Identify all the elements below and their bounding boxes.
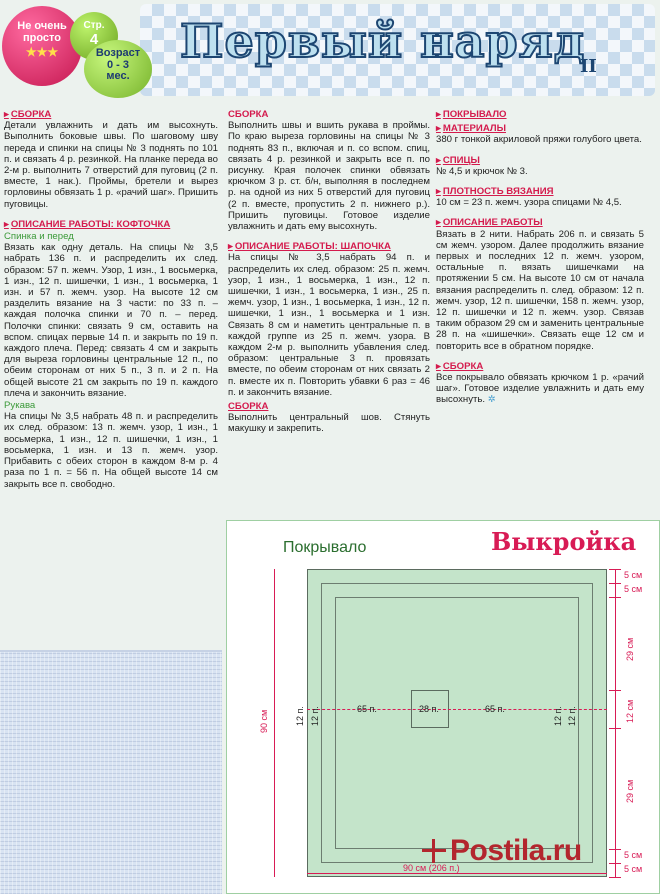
section-head-sborka-3: СБОРКА [228, 401, 269, 413]
knitted-fabric-photo [0, 650, 222, 894]
age-badge [84, 40, 152, 98]
spinka-text: Вязать как одну деталь. На спицы № 3,5 набрать 136 п. и распределить их след. образом: 57 п. жемч. Узор, 1 изн., 1 восьмерка, 1 изн., 12 п. шишечки, 1 изн., 1 восьмерка, 1 изн. и 57 п. жемч. узор. На высоте 12 см разделить вязание на 3 части: по 33 п. – каждая полочка спинки и 70 п. – перед. Полочки спинки: связать 9 см, оставить на вспом. спицах первые 14 п. и закрыть по 19 п. каждого плеча. Перед: связать 4 см и закрыть для выреза горловины центральные 12 п., по обеим сторонам от них 5 п., 3 п. и 2 п. На общей высоте 21 см закрыть по 19 п. каждого плеча и закончить вязание. [4, 242, 218, 399]
sborka-text: Детали увлажнить и дать им высохнуть. Выполнить боковые швы. По шаговому шву переда и спинки на спицы № 3 поднять по 101 п. и связать 4 р. резинкой. На планке переда во 2-м р. выполнить 7 отверстий для пуговиц (2 п. вместе, 1 нак.). Проймы, бретели и вырез горловины обвязать 1 р. «рачий шаг». Пришить пуговицы. [4, 120, 218, 210]
arrow-icon: ▸ [4, 218, 9, 230]
section-head-sborka-2: СБОРКА [228, 109, 269, 120]
label-12-right-2: 12 п. [567, 706, 577, 726]
sborka-2-text: Выполнить швы и вшить рукава в проймы. По краю выреза горловины на спицы № 3 поднять 83 п., включая и п. со вспом. спиц, связать 4 р. резинкой и закрыть все п. по рисунку. Края полочек спинки обвязать крючком 3 р. ст. б/н, выполняя в последнем р. на одной из них 5 отверстий для пуговиц (2 п. вместе, пропустить 2 п. нижнего р.). Пришить пуговицы. Готовое изделие увлажнить и дать ему высохнуть. [228, 120, 430, 233]
label-65-left: 65 п. [357, 704, 377, 714]
section-head-sborka-4: ▸ СБОРКА [436, 360, 484, 372]
arrow-icon: ▸ [436, 109, 441, 120]
section-head-opisanie-raboty: ▸ ОПИСАНИЕ РАБОТЫ [436, 217, 543, 229]
diagram-heading: Выкройка [491, 527, 637, 556]
section-head-spicy: ▸ СПИЦЫ [436, 154, 480, 166]
page-title-number: II [580, 56, 597, 77]
difficulty-label: Не очень просто [17, 20, 67, 44]
tick [609, 569, 621, 570]
section-head-plotnost: ▸ ПЛОТНОСТЬ ВЯЗАНИЯ [436, 186, 554, 198]
right-label-5cm-2: 5 см [624, 584, 643, 594]
shapochka-text: На спицы № 3,5 набрать 94 п. и распределить их след. образом: 25 п. жемч. узор, 1 изн., 1 восьмерка, 1 изн., 12 п. шишечки, 1 изн., 1 восьмерка, 1 изн., 25 п. жемч. узор, 1 изн., 1 восьмерка, 1 изн., 12 п. шишечки, 1 изн., 1 восьмерка и 1 изн. Связать 8 см и наметить центральные п. в каждой группе из 25 п. жемч. узора. В каждом 2-м р. выполнить убавления след. образом: центральные 3 п. провязать вместе, по обеим сторонам от них связать 2 п. вместе их п. Повторить убавки 6 раз = 46 п. и закончить вязание. [228, 252, 430, 398]
right-dimension-line [615, 569, 616, 877]
section-head-sborka: ▸ СБОРКА [4, 109, 52, 120]
plotnost-text: 10 см = 23 п. жемч. узора спицами № 4,5. [436, 197, 622, 209]
arrow-icon: ▸ [436, 217, 441, 229]
label-12-right-1: 12 п. [553, 706, 563, 726]
rukava-text: На спицы № 3,5 набрать 48 п. и распределить их след. образом: 13 п. жемч. узор, 1 изн., 1 восьмерка, 1 изн., 12 п. шишечки, 1 изн., 1 восьмерка, 1 изн. и 13 п. жемч. узор. Прибавить с обеих сторон в каждом 8-м р. 4 раза по 1 п. = 56 п. На общей высоте 14 см закрыть все п. свободно. [4, 411, 218, 490]
section-head-opisanie-shapochka: ▸ ОПИСАНИЕ РАБОТЫ: ШАПОЧКА [228, 241, 391, 253]
arrow-icon: ▸ [436, 360, 441, 372]
postila-logo-icon [422, 839, 446, 863]
tick [609, 583, 621, 584]
tick [609, 877, 621, 878]
label-28: 28 п. [419, 704, 439, 714]
column-2 [228, 106, 430, 435]
page-label: Стр. [83, 20, 105, 31]
section-head-opisanie-koftochka: ▸ ОПИСАНИЕ РАБОТЫ: КОФТОЧКА [4, 218, 171, 230]
arrow-icon: ▸ [436, 154, 441, 166]
right-label-5cm-4: 5 см [624, 864, 643, 874]
page-header [0, 0, 660, 100]
arrow-icon: ▸ [436, 186, 441, 198]
subhead-spinka: Спинка и перед [4, 231, 74, 243]
height-dimension-line [274, 569, 275, 877]
section-head-materialy: ▸ МАТЕРИАЛЫ [436, 123, 506, 135]
column-3 [436, 106, 644, 406]
label-12-left-2: 12 п. [310, 706, 320, 726]
right-label-12cm: 12 см [625, 699, 635, 723]
section-head-pokryvalo: ▸ ПОКРЫВАЛО [436, 109, 507, 120]
arrow-icon: ▸ [436, 123, 441, 135]
right-label-5cm-1: 5 см [624, 570, 643, 580]
spicy-text: № 4,5 и крючок № 3. [436, 165, 528, 177]
sborka-3-text: Выполнить центральный шов. Стянуть макушку и закрепить. [228, 412, 430, 435]
tick [609, 863, 621, 864]
height-label: 90 см [259, 709, 269, 733]
diagram-title: Покрывало [283, 539, 367, 556]
difficulty-stars: ★★★ [25, 45, 59, 60]
label-65-right: 65 п. [485, 704, 505, 714]
width-label: 90 см (206 п.) [403, 863, 460, 873]
page-number: 4 [89, 30, 99, 48]
blanket-inner-border [335, 597, 579, 849]
arrow-icon: ▸ [4, 109, 9, 120]
page-title: Первый наряд [180, 14, 586, 68]
tick [609, 690, 621, 691]
width-dimension-line [307, 873, 607, 874]
right-label-5cm-3: 5 см [624, 850, 643, 860]
column-1 [4, 106, 218, 490]
right-label-29cm-2: 29 см [625, 779, 635, 803]
tick [609, 728, 621, 729]
age-unit: мес. [106, 70, 130, 83]
label-12-left-1: 12 п. [295, 706, 305, 726]
arrow-icon: ▸ [228, 241, 233, 253]
right-label-29cm-1: 29 см [625, 637, 635, 661]
tick [609, 597, 621, 598]
subhead-rukava: Рукава [4, 400, 36, 412]
tick [609, 849, 621, 850]
pokryvalo-text: Вязать в 2 нити. Набрать 206 п. и связать 5 см жемч. узором. Далее продолжить вязание первых и последних 12 п. жемч. узором, остальные п. вязать шишечками на протяжении 5 см. На высоте 10 см от начала вязания распределить п. след. образом: 12 п. жемч. узор, 12 п. шишечки, 158 п. жемч. узор, 12 п. шишечки и 12 п. жемч. узор. Связав таким образом 29 см и заменить центральные 28 п. на «шишечки». Связать еще 12 см и повторить все в обратном порядке. [436, 228, 644, 352]
postila-watermark: Postila.ru [422, 834, 582, 868]
age-label: Возраст [95, 47, 141, 59]
snowflake-icon: ✲ [487, 394, 496, 406]
age-value: 0 - 3 [106, 58, 129, 71]
materialy-text: 380 г тонкой акриловой пряжи голубого цвета. [436, 134, 642, 146]
sborka-4-text: Все покрывало обвязать крючком 1 р. «рачий шаг». Готовое изделие увлажнить и дать ему высохнуть. [436, 372, 644, 406]
